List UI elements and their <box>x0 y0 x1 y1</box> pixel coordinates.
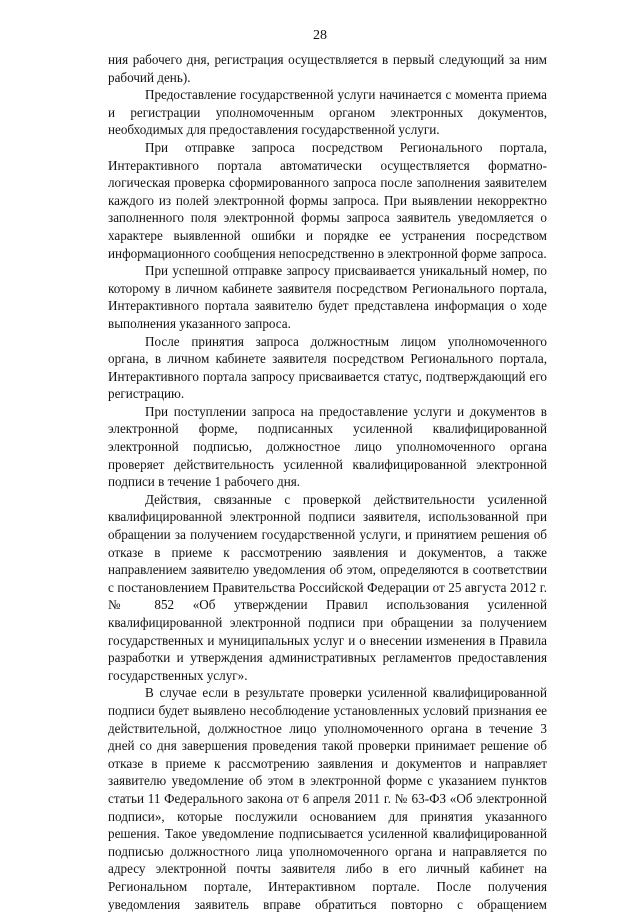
paragraph: При поступлении запроса на предоставление услуги и документов в электронной форме, подписанных усиленной квалифицированной электронной подписью, должностное лицо уполномоченного органа проверяет действительность усиленной квалифицированной электронной подписи в течение 1 рабочего дня. <box>108 403 547 490</box>
paragraph: В случае если в результате проверки усиленной квалифицированной подписи будет выявлено несоблюдение установленных условий признания ее действительной, должностное лицо уполномоченного органа в течение 3 дней со дня завершения проведения такой проверки принимает решение об отказе в приеме к рассмотрению заявления и документов и направляет заявителю уведомление об этом в электронной форме с указанием пунктов статьи 11 Федерального закона от 6 апреля 2011 г. № 63-ФЗ «Об электронной подписи», которые послужили основанием для принятия указанного решения. Такое уведомление подписывается усиленной квалифицированной подписью должностного лица уполномоченного органа и направляется по адресу электронной почты заявителя либо в его личный кабинет на Региональном портале, Интерактивном портале. После получения уведомления заявитель вправе обратиться повторно с обращением <box>108 685 547 912</box>
paragraph: Предоставление государственной услуги начинается с момента приема и регистрации уполномоченным органом электронных документов, необходимых для предоставления государственной услуги. <box>108 87 547 138</box>
paragraph: После принятия запроса должностным лицом уполномоченного органа, в личном кабинете заявителя посредством Регионального портала, Интерактивного портала запросу присваивается статус, подтверждающий его регистрацию. <box>108 333 547 402</box>
paragraph: Действия, связанные с проверкой действительности усиленной квалифицированной электронной подписи заявителя, использованной при обращении за получением государственной услуги, и принятием решения об отказе в приеме к рассмотрению заявления и документов, а также направлением заявителю уведомления об этом, определяются в соответствии с постановлением Правительства Российской Федерации от 25 августа 2012 г. № 852 «Об утверждении Правил использования усиленной квалифицированной электронной подписи при обращении за получением государственных и муниципальных услуг и о внесении изменения в Правила разработки и утверждения административных регламентов предоставления государственных услуг». <box>108 491 547 683</box>
paragraph: При успешной отправке запросу присваивается уникальный номер, по которому в личном кабинете заявителя посредством Регионального портала, Интерактивного портала заявителю будет представлена информация о ходе выполнения указанного запроса. <box>108 263 547 331</box>
document-body <box>108 51 547 913</box>
paragraph-continuation: ния рабочего дня, регистрация осуществляется в первый следующий за ним рабочий день). <box>108 52 547 85</box>
page-number: 28 <box>313 28 327 43</box>
paragraph: При отправке запроса посредством Регионального портала, Интерактивного портала автоматически осуществляется форматно-логическая проверка сформированного запроса после заполнения заявителем каждого из полей электронной формы запроса. При выявлении некорректно заполненного поля электронной формы запроса заявитель уведомляется о характере выявленной ошибки и порядке ее устранения посредством информационного сообщения непосредственно в электронной форме запроса. <box>108 139 547 261</box>
